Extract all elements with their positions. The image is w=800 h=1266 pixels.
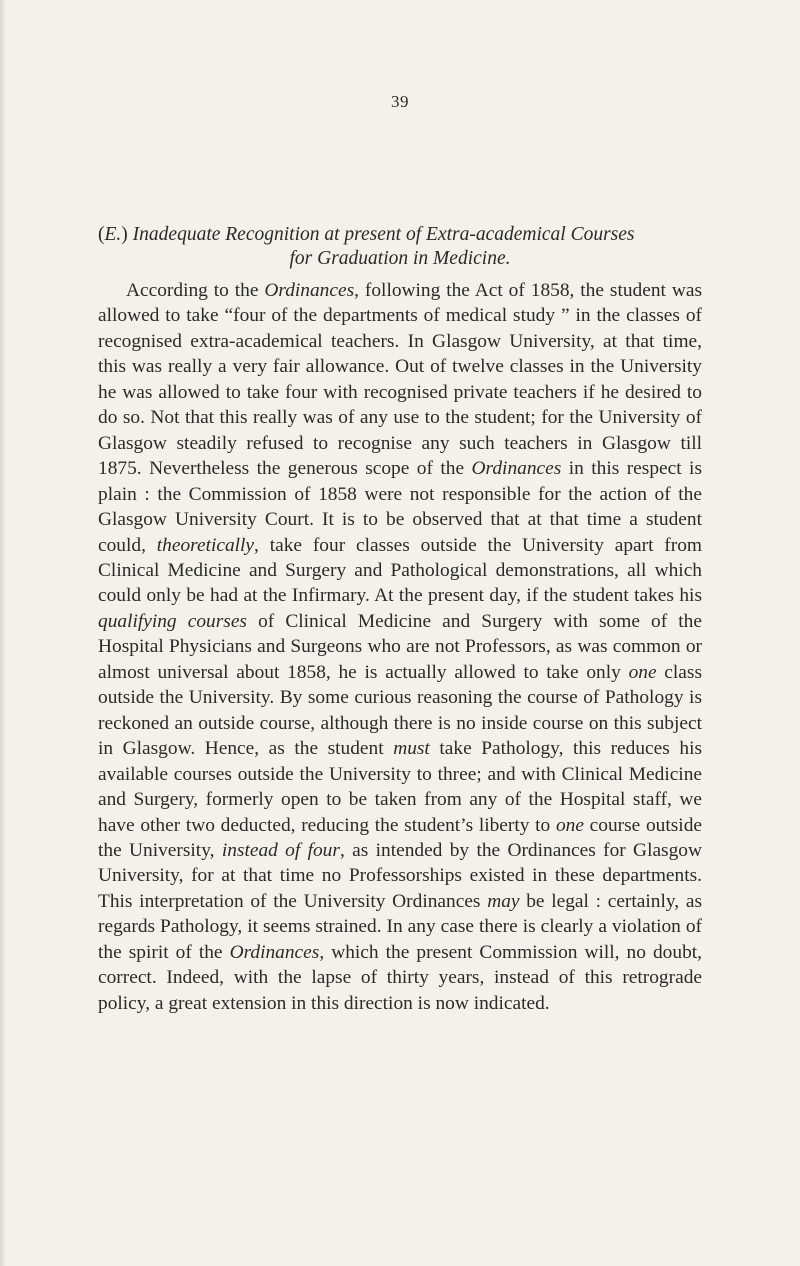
heading-label-letter: E. bbox=[104, 224, 122, 245]
heading-title-part2: for Graduation in Medicine. bbox=[289, 248, 511, 269]
body-paragraph bbox=[98, 278, 702, 1016]
paragraph-italic-segment: instead of four bbox=[221, 839, 340, 861]
paragraph-segment: take Pathology, this reduces his available courses outside the University to three; and with Clinical Medicine and Surgery, formerly open to be taken from any of the Hospital staff, we have other two deducted, reducing the student’s liberty to bbox=[98, 738, 703, 836]
paragraph-segment: in this respect is plain : the Commission of 1858 were not responsible for the action of the Glasgow University Court. It is to be observed that at that time a student could, bbox=[98, 458, 702, 556]
paragraph-segment: be legal : certainly, as regards Pathology, it seems strained. In any case there is clearly a violation of the spirit of the bbox=[98, 890, 702, 963]
paragraph-italic-segment: qualifying courses bbox=[98, 610, 247, 632]
paragraph-segment: of Clinical Medicine and Surgery with some of the Hospital Physicians and Surgeons who are not Professors, as was common or almost universal about 1858, he is actually allowed to take only bbox=[98, 610, 702, 683]
paragraph-segment: , following the Act of 1858, the student was allowed to take “four of the departments of medical study ” in the classes of recognised extra-academical teachers. In Glasgow University, at that time, this was really a very fair allowance. Out of twelve classes in the University he was allowed to take four with recognised private teachers if he desired to do so. Not that this really was of any use to the student; for the University of Glasgow steadily refused to recognise any such teachers in Glasgow till 1875. Nevertheless the generous scope of the bbox=[98, 280, 702, 480]
paragraph-italic-segment: theoretically bbox=[156, 534, 255, 556]
heading-title-part1: Inadequate Recognition at present of Extra-academical Courses bbox=[132, 224, 635, 245]
paragraph-segment: class outside the University. By some curious reasoning the course of Pathology is reckoned an outside course, although there is no inside course on this subject in Glasgow. Hence, as the student bbox=[98, 661, 703, 760]
paragraph-italic-segment: Ordinances bbox=[229, 941, 320, 963]
paragraph-italic-segment: Ordinances bbox=[471, 458, 562, 480]
body-text bbox=[98, 278, 702, 1016]
heading-paren-close: ) bbox=[121, 224, 128, 245]
paragraph-italic-segment: one bbox=[628, 661, 657, 683]
paragraph-segment: , as intended by the Ordinances for Glasgow University, for at that time no Professorships existed in these departments. This interpretation of the University Ordinances bbox=[98, 839, 702, 912]
section-heading bbox=[98, 223, 702, 271]
paragraph-italic-segment: must bbox=[393, 738, 430, 760]
paragraph-segment: , take four classes outside the University apart from Clinical Medicine and Surgery and Pathological demonstrations, all which could only be had at the Infirmary. At the present day, if the student takes his bbox=[98, 534, 702, 607]
paragraph-italic-segment: one bbox=[555, 814, 584, 836]
paragraph-segment: , which the present Commission will, no doubt, correct. Indeed, with the lapse of thirty years, instead of this retrograde policy, a great extension in this direction is now indicated. bbox=[98, 941, 702, 1014]
page-edge-shadow bbox=[0, 0, 6, 1266]
paragraph-italic-segment: Ordinances bbox=[264, 280, 355, 301]
paragraph-segment: course outside the University, bbox=[98, 814, 702, 861]
heading-paren-open: ( bbox=[98, 224, 105, 245]
page-number: 39 bbox=[391, 92, 409, 111]
paragraph-segment: According to the bbox=[126, 280, 265, 301]
paragraph-italic-segment: may bbox=[487, 890, 520, 912]
